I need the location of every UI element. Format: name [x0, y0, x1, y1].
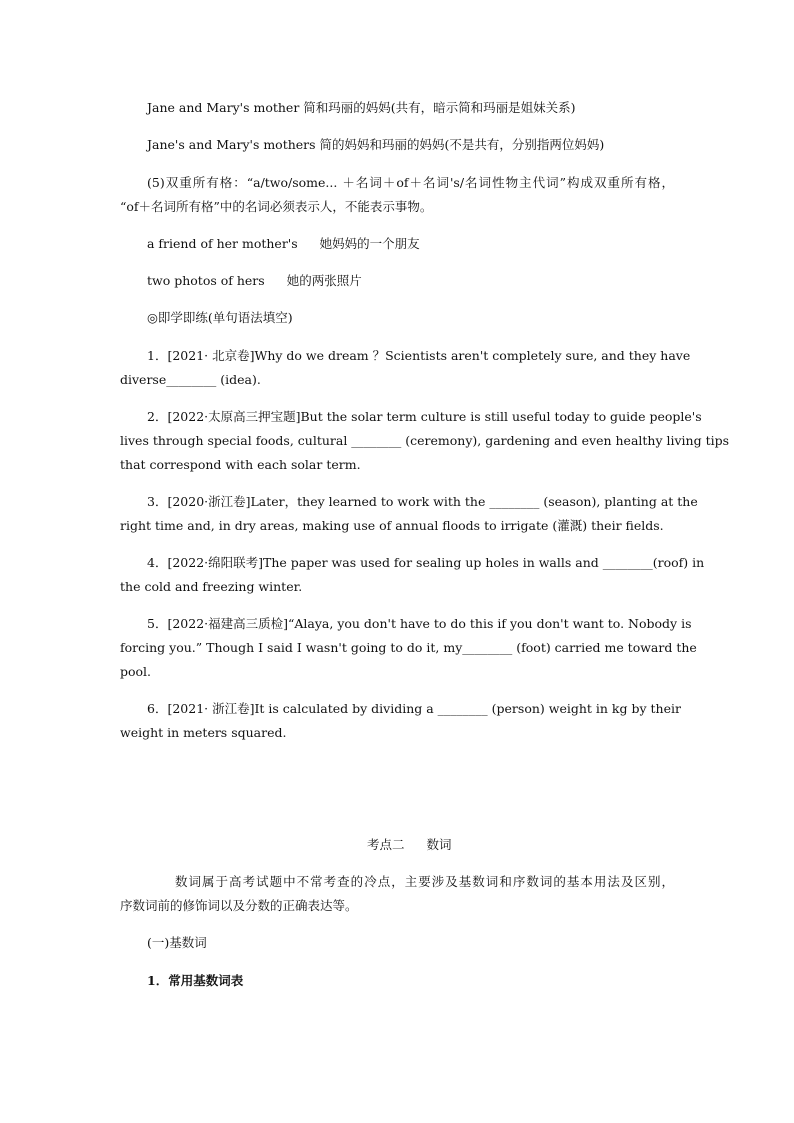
example-shared-possessive: Jane and Mary's mother 简和玛丽的妈妈(共有，暗示简和玛丽是姐妹关系)	[147, 100, 576, 115]
question-1-cont: diverse________ (idea).	[120, 372, 261, 387]
question-5: 5．[2022·福建高三质检]“Alaya, you don't have to do this if you don't want to. Nobody is	[147, 616, 692, 631]
practice-heading: ◎即学即练(单句语法填空)	[147, 310, 293, 325]
example-photos: two photos of hers 她的两张照片	[147, 273, 362, 288]
question-4-cont: the cold and freezing winter.	[120, 579, 303, 594]
example-friend: a friend of her mother's 她妈妈的一个朋友	[147, 236, 420, 251]
table-heading: 1．常用基数词表	[147, 973, 244, 988]
example-separate-possessive: Jane's and Mary's mothers 简的妈妈和玛丽的妈妈(不是共有，分别指两位妈妈)	[147, 137, 605, 152]
section-intro: 数词属于高考试题中不常考查的冷点，主要涉及基数词和序数词的基本用法及区别，	[175, 874, 674, 889]
double-possessive-rule: (5)双重所有格：“a/two/some... ＋名词＋of＋名词's/名词性物主代词”构成双重所有格，	[147, 175, 674, 190]
question-6: 6．[2021· 浙江卷]It is calculated by dividing a ________ (person) weight in kg by their	[147, 701, 681, 716]
question-5-cont2: pool.	[120, 664, 152, 679]
question-4: 4．[2022·绵阳联考]The paper was used for sealing up holes in walls and ________(roof) in	[147, 555, 705, 570]
question-2-cont: lives through special foods, cultural ________ (ceremony), gardening and even healthy living tips	[120, 433, 730, 448]
question-2: 2．[2022·太原高三押宝题]But the solar term culture is still useful today to guide people's	[147, 409, 702, 424]
question-5-cont: forcing you.” Though I said I wasn't going to do it, my________ (foot) carried me toward the	[120, 640, 697, 655]
question-6-cont: weight in meters squared.	[120, 725, 287, 740]
question-2-cont2: that correspond with each solar term.	[120, 457, 361, 472]
question-3-cont: right time and, in dry areas, making use of annual floods to irrigate (灌溉) their fields.	[120, 518, 664, 533]
section-intro-cont: 序数词前的修饰词以及分数的正确表达等。	[120, 898, 358, 913]
section-title: 考点二 数词	[367, 837, 452, 852]
question-3: 3．[2020·浙江卷]Later，they learned to work with the ________ (season), planting at the	[147, 494, 698, 509]
double-possessive-rule-cont: “of＋名词所有格”中的名词必须表示人，不能表示事物。	[120, 199, 433, 214]
subsection-heading: (一)基数词	[147, 935, 207, 950]
question-1: 1．[2021· 北京卷]Why do we dream ？Scientists aren't completely sure, and they have	[147, 348, 691, 363]
